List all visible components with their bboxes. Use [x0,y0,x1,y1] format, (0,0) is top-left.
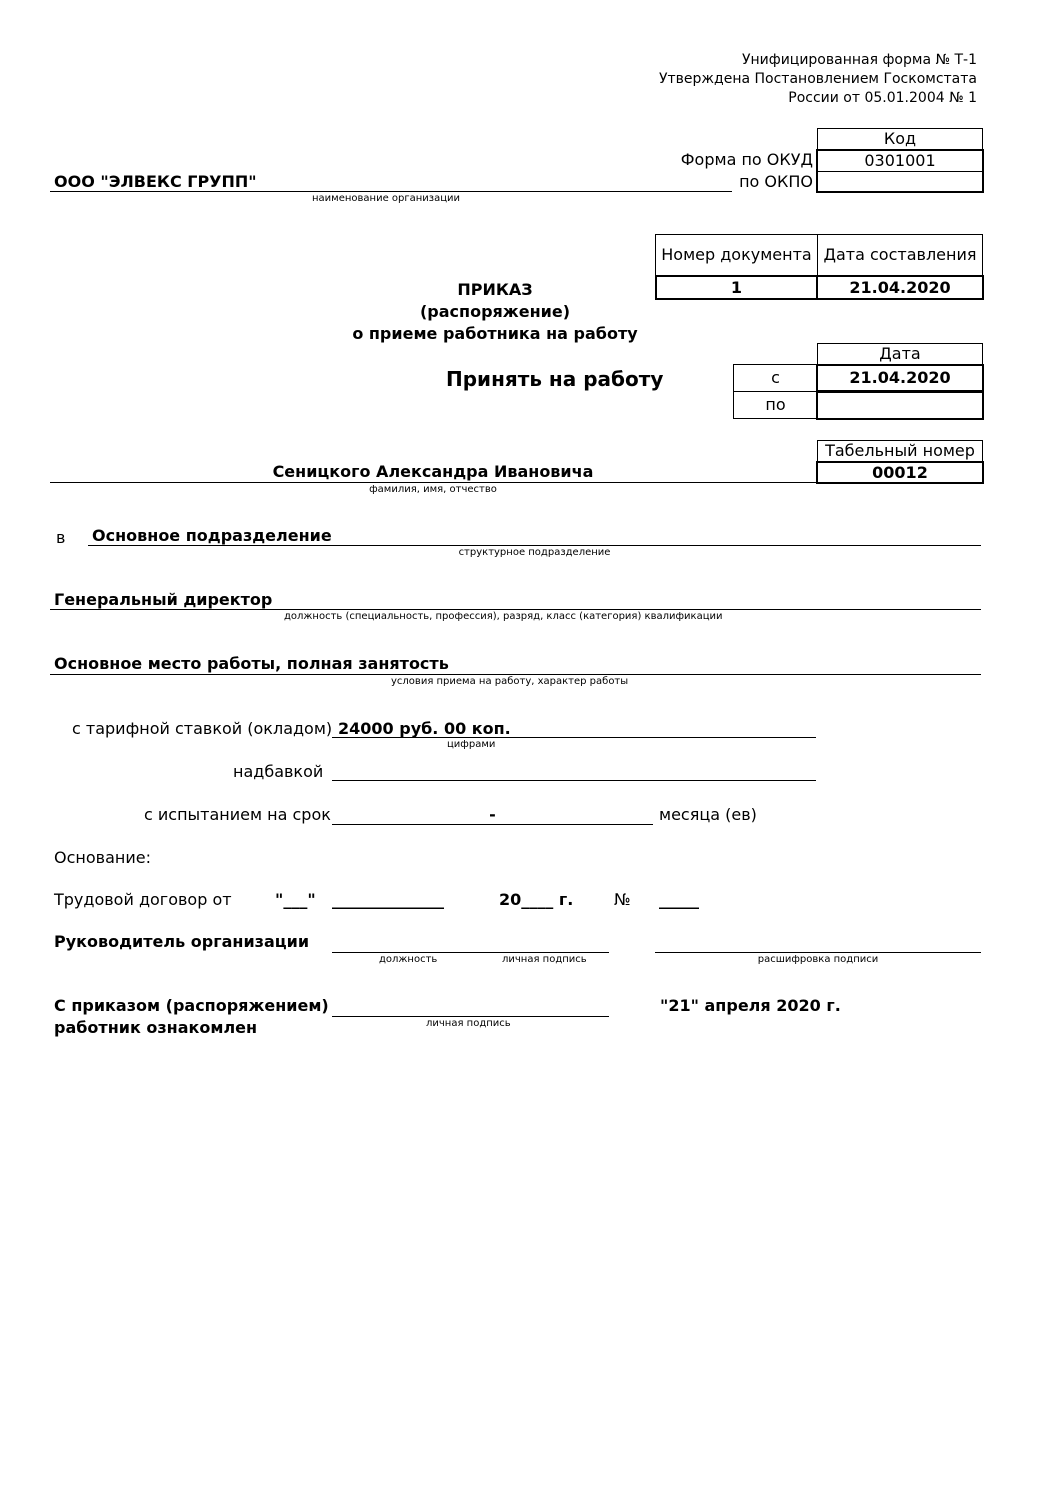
probation-label: с испытанием на срок [144,805,331,824]
title-line-1: ПРИКАЗ [457,280,533,299]
conditions-underline [50,674,981,675]
tab-number-header: Табельный номер [817,440,983,462]
probation-suffix: месяца (ев) [659,805,757,824]
head-decoding-underline [655,952,981,953]
employee-name-underline [50,482,816,483]
document-number: 1 [655,275,818,300]
document-date-header: Дата составления [817,234,983,276]
form-header-line-1: Унифицированная форма № Т-1 [741,52,977,68]
conditions-value: Основное место работы, полная занятость [54,654,449,673]
code-header: Код [817,128,983,150]
contract-day: "___" [275,890,316,909]
employee-name-caption: фамилия, имя, отчество [369,484,497,495]
organization-name: ООО "ЭЛВЕКС ГРУПП" [54,172,257,191]
contract-month: ______________ [332,890,444,909]
salary-underline [332,737,816,738]
hire-to-date [816,391,984,420]
head-decoding-caption: расшифровка подписи [757,954,879,965]
tab-number: 00012 [816,461,984,484]
ack-line-2: работник ознакомлен [54,1018,258,1037]
department-underline [88,545,981,546]
form-header-line-3: России от 05.01.2004 № 1 [788,90,977,106]
position-underline [50,609,981,610]
bonus-label: надбавкой [233,762,324,781]
head-label: Руководитель организации [54,932,310,951]
okpo-value [818,172,982,192]
ack-signature-caption: личная подпись [426,1018,511,1029]
okud-label: Форма по ОКУД [680,150,813,169]
probation-underline [332,824,653,825]
employee-name: Сеницкого Александра Ивановича [272,462,594,481]
head-signature-underline [332,952,609,953]
hire-from-date: 21.04.2020 [816,364,984,392]
salary-value: 24000 руб. 00 коп. [338,719,511,738]
head-position-caption: должность [379,954,438,965]
codes-value-frame [816,149,984,193]
title-line-3: о приеме работника на работу [352,324,638,343]
ack-line-1: С приказом (распоряжением) [54,996,329,1015]
hire-from-label: с [733,364,818,392]
okpo-label: по ОКПО [739,172,813,191]
head-signature-caption: личная подпись [502,954,587,965]
basis-label: Основание: [54,848,151,867]
contract-number: _____ [659,890,699,909]
position-value: Генеральный директор [54,590,273,609]
bonus-underline [332,780,816,781]
organization-underline [50,191,732,192]
document-number-header: Номер документа [655,234,818,276]
hire-heading: Принять на работу [446,367,664,391]
probation-value: - [489,805,496,824]
salary-caption: цифрами [447,739,496,750]
okud-value: 0301001 [818,151,982,172]
department-value: Основное подразделение [92,526,332,545]
conditions-caption: условия приема на работу, характер работы [391,676,629,687]
form-header-line-2: Утверждена Постановлением Госкомстата [658,71,977,87]
title-line-2: (распоряжение) [419,302,571,321]
department-caption: структурное подразделение [458,547,611,558]
contract-number-sign: № [614,890,631,909]
contract-label: Трудовой договор от [54,890,232,909]
ack-signature-underline [332,1016,609,1017]
ack-date: "21" апреля 2020 г. [660,996,841,1015]
hire-to-label: по [733,391,818,419]
organization-caption: наименование организации [312,193,461,204]
hire-date-header: Дата [817,343,983,365]
salary-label: с тарифной ставкой (окладом) [72,719,333,738]
department-prefix: в [56,528,66,547]
position-caption: должность (специальность, профессия), разряд, класс (категория) квалификации [284,611,723,622]
document-date: 21.04.2020 [816,275,984,300]
contract-year: 20____ г. [499,890,574,909]
